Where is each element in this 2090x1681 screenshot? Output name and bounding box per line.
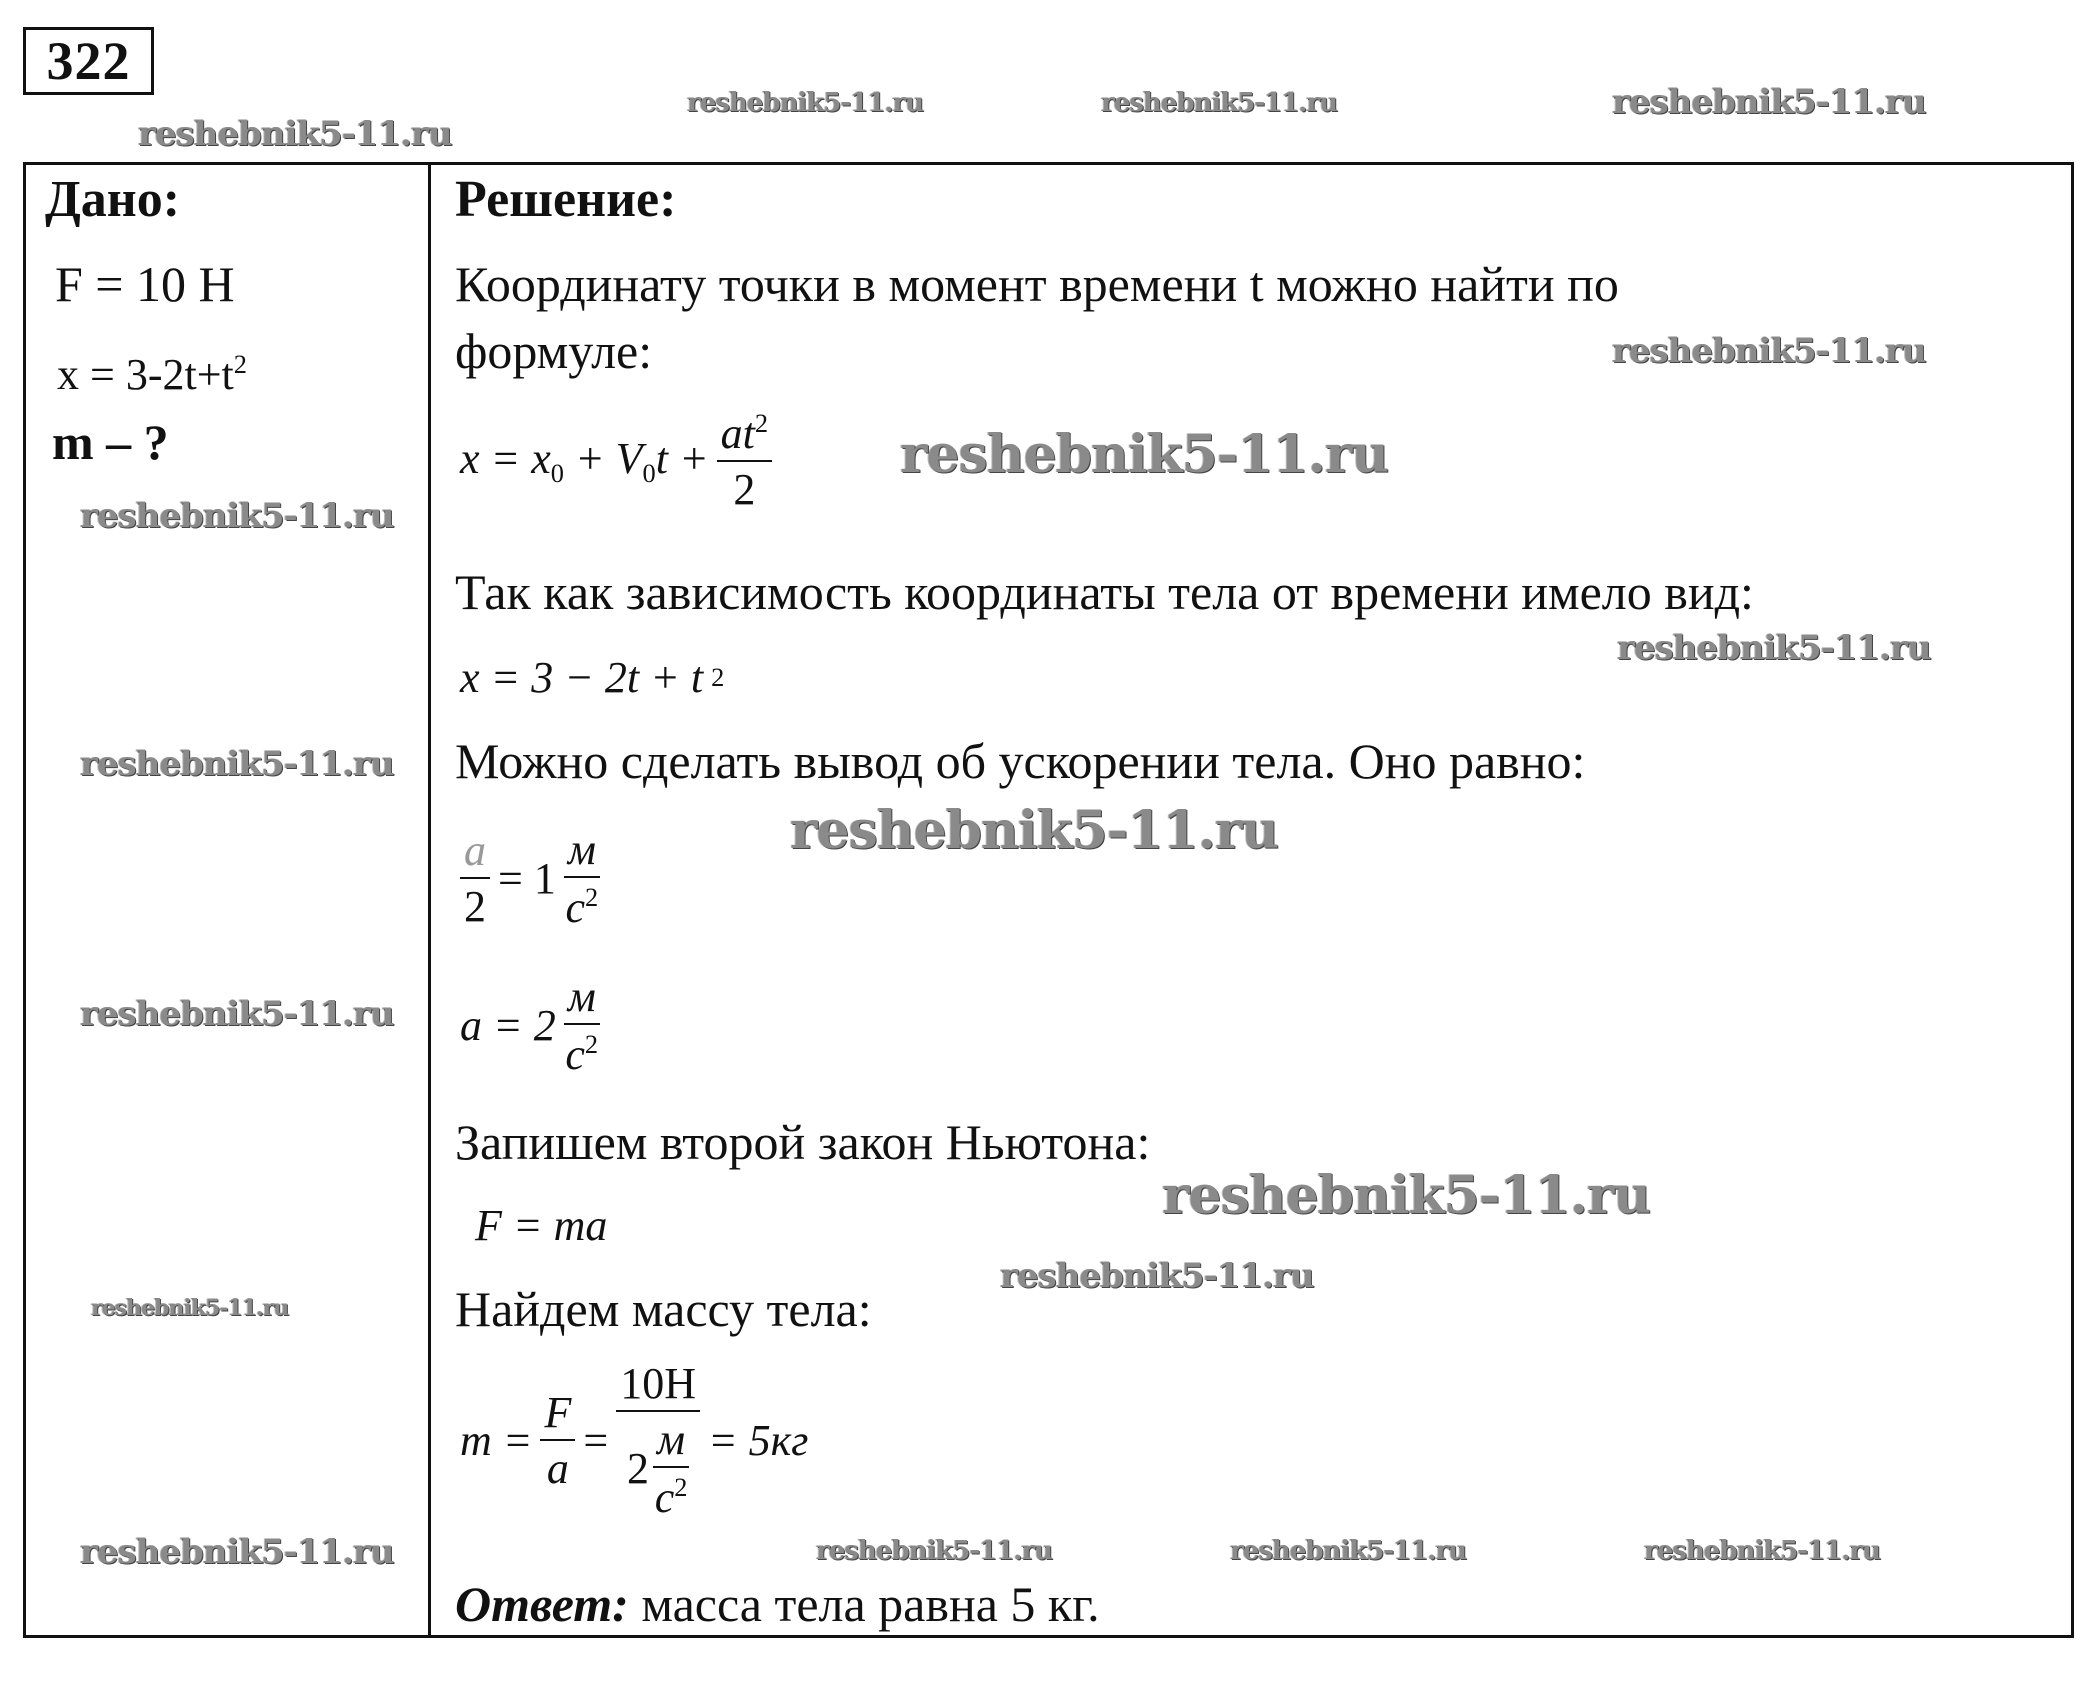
watermark: reshebnik5-11.ru <box>687 88 924 118</box>
watermark: reshebnik5-11.ru <box>1162 1165 1651 1226</box>
solution-table <box>23 162 2074 1638</box>
watermark: reshebnik5-11.ru <box>1612 82 1926 122</box>
answer <box>455 1576 1100 1632</box>
solution-line5: Запишем второй закон Ньютона: <box>455 1114 1151 1170</box>
watermark: reshebnik5-11.ru <box>80 994 394 1034</box>
formula-given-law: x = 3 − 2t + t 2 <box>460 653 725 702</box>
answer-text: масса тела равна 5 кг. <box>628 1576 1100 1632</box>
formula-kinematics <box>460 410 772 512</box>
watermark: reshebnik5-11.ru <box>900 424 1389 485</box>
watermark: reshebnik5-11.ru <box>91 1295 289 1321</box>
solution-line6: Найдем массу тела: <box>455 1281 872 1337</box>
watermark: reshebnik5-11.ru <box>80 1532 394 1572</box>
solution-line3: Так как зависимость координаты тела от времени имело вид: <box>455 564 1754 620</box>
problem-number: 322 <box>23 27 154 95</box>
answer-label: Ответ: <box>455 1576 629 1632</box>
watermark: reshebnik5-11.ru <box>80 496 394 536</box>
given-unknown: m – ? <box>52 414 169 470</box>
watermark: reshebnik5-11.ru <box>790 800 1279 861</box>
solution-title: Решение: <box>455 171 677 228</box>
f1-fraction: $\frac{at^2}{2}$ <box>717 410 772 512</box>
column-divider <box>428 162 431 1638</box>
watermark: reshebnik5-11.ru <box>1612 331 1926 371</box>
formula-mass: m = $\frac{F}{a}$ = 10H 2 $\frac{м}{c^2}$ = 5кг <box>460 1359 809 1522</box>
watermark: reshebnik5-11.ru <box>1644 1536 1881 1566</box>
given-coord-exp: 2 <box>233 349 247 379</box>
given-title: Дано: <box>45 171 181 228</box>
given-coordinate <box>57 336 247 403</box>
watermark: reshebnik5-11.ru <box>138 114 452 154</box>
solution-line4: Можно сделать вывод об ускорении тела. Оно равно: <box>455 733 1586 789</box>
watermark: reshebnik5-11.ru <box>1000 1256 1314 1296</box>
solution-line2: формуле: <box>455 323 653 379</box>
formula-half-accel: $\frac{a}{2}$ = 1 $\frac{м}{c^2}$ <box>460 828 600 930</box>
watermark: reshebnik5-11.ru <box>1230 1536 1467 1566</box>
watermark: reshebnik5-11.ru <box>1101 88 1338 118</box>
given-coord-text: x = 3-2t+t <box>57 349 234 399</box>
watermark: reshebnik5-11.ru <box>80 744 394 784</box>
watermark: reshebnik5-11.ru <box>1617 628 1931 668</box>
formula-newton: F = ma <box>475 1201 608 1250</box>
given-force: F = 10 Н <box>55 256 235 312</box>
f1-lhs: $x = x_0 + V_0t$ + <box>460 433 709 489</box>
solution-line1: Координату точки в момент времени t можно найти по <box>455 256 1619 312</box>
formula-accel: a = 2 $\frac{м}{c^2}$ <box>460 972 599 1079</box>
watermark: reshebnik5-11.ru <box>816 1536 1053 1566</box>
